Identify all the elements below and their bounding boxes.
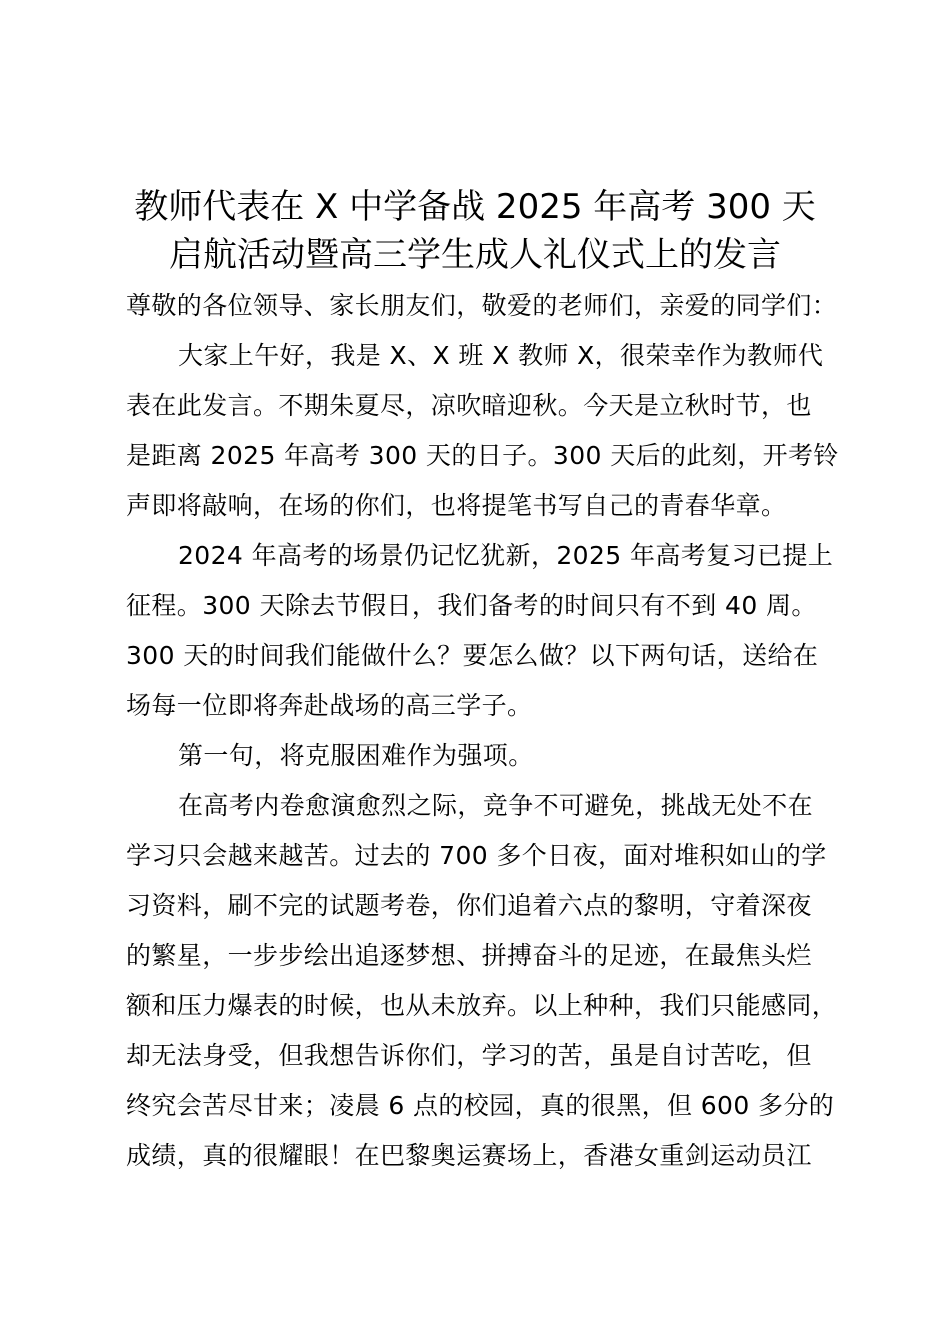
body-line: 学习只会越来越苦。过去的 700 多个日夜，面对堆积如山的学 <box>126 841 827 870</box>
body-line: 是距离 2025 年高考 300 天的日子。300 天后的此刻，开考铃 <box>126 441 839 470</box>
body-line: 大家上午好，我是 X、X 班 X 教师 X，很荣幸作为教师代 <box>178 341 824 370</box>
salutation-line: 尊敬的各位领导、家长朋友们，敬爱的老师们，亲爱的同学们： <box>126 291 838 320</box>
body-line: 300 天的时间我们能做什么？要怎么做？以下两句话，送给在 <box>126 641 819 670</box>
title-line-1: 教师代表在 X 中学备战 2025 年高考 300 天 <box>134 187 816 227</box>
body-line: 声即将敲响，在场的你们，也将提笔书写自己的青春华章。 <box>126 491 787 520</box>
body-line: 额和压力爆表的时候，也从未放弃。以上种种，我们只能感同， <box>126 991 838 1020</box>
body-line: 习资料，刷不完的试题考卷，你们追着六点的黎明，守着深夜 <box>126 891 812 920</box>
body-line: 征程。300 天除去节假日，我们备考的时间只有不到 40 周。 <box>126 591 817 620</box>
body-line: 的繁星，一步步绘出追逐梦想、拼搏奋斗的足迹，在最焦头烂 <box>126 941 812 970</box>
body-line: 终究会苦尽甘来；凌晨 6 点的校园，真的很黑，但 600 多分的 <box>126 1091 835 1120</box>
body-line: 场每一位即将奔赴战场的高三学子。 <box>126 691 533 720</box>
document-body <box>126 281 856 1181</box>
title-line-2: 启航活动暨高三学生成人礼仪式上的发言 <box>169 235 781 275</box>
body-line: 成绩，真的很耀眼！在巴黎奥运赛场上，香港女重剑运动员江 <box>126 1141 812 1170</box>
body-line: 在高考内卷愈演愈烈之际，竞争不可避免，挑战无处不在 <box>178 791 814 820</box>
body-line: 2024 年高考的场景仍记忆犹新，2025 年高考复习已提上 <box>178 541 834 570</box>
section-heading-line: 第一句，将克服困难作为强项。 <box>178 741 534 770</box>
body-line: 表在此发言。不期朱夏尽，凉吹暗迎秋。今天是立秋时节，也 <box>126 391 812 420</box>
body-line: 却无法身受，但我想告诉你们，学习的苦，虽是自讨苦吃，但 <box>126 1041 812 1070</box>
document-title <box>100 183 850 279</box>
